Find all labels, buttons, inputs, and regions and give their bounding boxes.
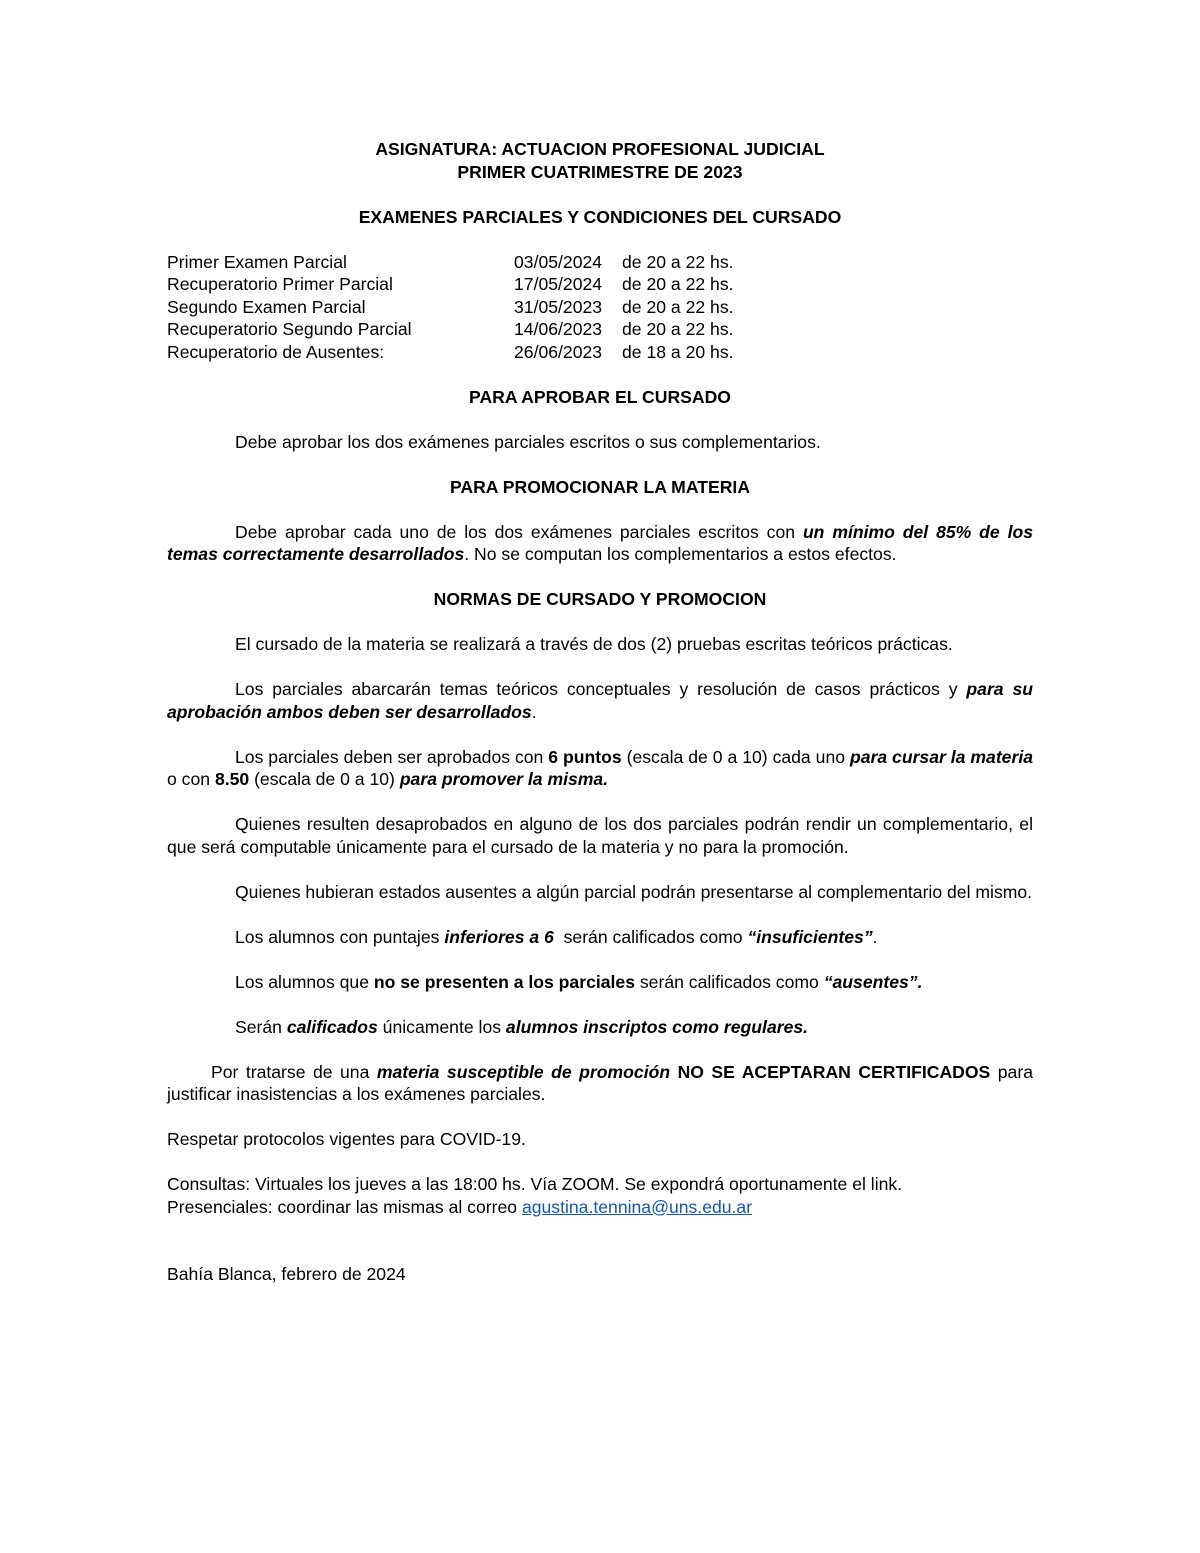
- bold-run: NO SE ACEPTARAN CERTIFICADOS: [670, 1061, 991, 1082]
- normas-paragraph-8: [167, 1016, 1033, 1039]
- text-run: (escala de 0 a 10) cada uno: [621, 746, 850, 767]
- emphasis-run: para su aprobación ambos deben ser desarrollados: [167, 679, 1033, 722]
- schedule-row: [167, 318, 1033, 341]
- normas-paragraph-5: Quienes hubieran estados ausentes a algún parcial podrán presentarse al complementario del mismo.: [235, 881, 1033, 902]
- emphasis-run: “insuficientes”: [747, 926, 873, 947]
- schedule-date: 17/05/2024: [514, 274, 603, 294]
- promocionar-paragraph: [167, 521, 1033, 566]
- schedule-label: Recuperatorio Segundo Parcial: [167, 319, 412, 339]
- emphasis-run: un mínimo del 85% de los temas correctamente desarrollados: [167, 521, 1033, 564]
- email-link[interactable]: agustina.tennina@uns.edu.ar: [521, 1196, 753, 1217]
- schedule-date: 03/05/2024: [514, 251, 603, 272]
- text-run: o con: [167, 769, 215, 789]
- normas-paragraph-3: [167, 746, 1033, 791]
- document-body: [167, 138, 1033, 1286]
- schedule-label: Recuperatorio de Ausentes:: [167, 341, 385, 362]
- consultas-line-1: Consultas: Virtuales los jueves a las 18:00 hs. Vía ZOOM. Se expondrá oportunamente el link.: [167, 1174, 903, 1194]
- text-run: .: [872, 926, 878, 947]
- promocionar-heading: PARA PROMOCIONAR LA MATERIA: [449, 476, 751, 497]
- text-run: Serán: [235, 1016, 287, 1037]
- text-run: serán calificados como: [634, 971, 824, 992]
- schedule-label: Recuperatorio Primer Parcial: [167, 274, 393, 294]
- emphasis-run: inferiores a 6: [444, 926, 554, 947]
- schedule-row: [167, 341, 1033, 364]
- schedule-label: Segundo Examen Parcial: [167, 296, 366, 317]
- normas-paragraph-7: [167, 971, 1033, 994]
- text-run: . No se computan los complementarios a estos efectos.: [464, 544, 897, 564]
- text-run: Los parciales deben ser aprobados con: [235, 746, 549, 767]
- bold-run: 6 puntos: [548, 746, 622, 767]
- exams-heading: EXAMENES PARCIALES Y CONDICIONES DEL CURSADO: [358, 206, 842, 227]
- schedule-time: de 20 a 22 hs.: [622, 274, 734, 294]
- schedule-label: Primer Examen Parcial: [167, 251, 347, 272]
- normas-paragraph-9: [167, 1061, 1033, 1106]
- schedule-time: de 18 a 20 hs.: [622, 341, 734, 362]
- text-run: Los alumnos con puntajes: [235, 926, 445, 947]
- text-run: Los parciales abarcarán temas teóricos conceptuales y resolución de casos prácticos y: [235, 679, 967, 699]
- text-run: para justificar inasistencias a los exámenes parciales.: [167, 1061, 1033, 1104]
- place-date: Bahía Blanca, febrero de 2024: [167, 1264, 406, 1284]
- schedule-date: 31/05/2023: [514, 296, 603, 317]
- text-run: Los alumnos que: [235, 971, 374, 992]
- schedule-time: de 20 a 22 hs.: [622, 296, 734, 317]
- schedule-time: de 20 a 22 hs.: [622, 251, 734, 272]
- emphasis-run: “ausentes”.: [823, 971, 923, 992]
- emphasis-run: para promover la misma.: [399, 769, 609, 789]
- normas-paragraph-4: Quienes resulten desaprobados en alguno de los dos parciales podrán rendir un complementario, el que será computable únicamente para el cursado de la materia y no para la promoción.: [167, 814, 1033, 857]
- text-run: Por tratarse de una: [211, 1061, 377, 1082]
- text-run: (escala de 0 a 10): [249, 769, 400, 789]
- text-run: serán calificados como: [553, 926, 748, 947]
- exam-schedule: [167, 251, 1033, 364]
- emphasis-run: para cursar la materia: [849, 746, 1033, 767]
- emphasis-run: alumnos inscriptos como regulares.: [505, 1016, 809, 1037]
- subject-title: ASIGNATURA: ACTUACION PROFESIONAL JUDICIAL: [375, 139, 825, 159]
- text-run: únicamente los: [377, 1016, 506, 1037]
- bold-run: 8.50: [214, 769, 250, 789]
- emphasis-run: calificados: [286, 1016, 378, 1037]
- schedule-date: 26/06/2023: [514, 341, 603, 362]
- schedule-date: 14/06/2023: [514, 319, 603, 339]
- emphasis-run: materia susceptible de promoción: [376, 1061, 671, 1082]
- schedule-row: [167, 251, 1033, 274]
- covid-note: Respetar protocolos vigentes para COVID-19.: [167, 1129, 526, 1149]
- normas-paragraph-6: [167, 926, 1033, 949]
- normas-paragraph-2: [167, 678, 1033, 723]
- schedule-row: [167, 273, 1033, 296]
- aprobar-heading: PARA APROBAR EL CURSADO: [469, 386, 731, 407]
- schedule-row: [167, 296, 1033, 319]
- text-run: Presenciales: coordinar las mismas al correo: [167, 1196, 522, 1217]
- normas-heading: NORMAS DE CURSADO Y PROMOCION: [433, 589, 767, 609]
- consultas-line-2: [167, 1196, 1033, 1219]
- text-run: .: [531, 701, 537, 722]
- text-run: Debe aprobar cada uno de los dos exámenes parciales escritos con: [235, 521, 803, 542]
- aprobar-text: Debe aprobar los dos exámenes parciales escritos o sus complementarios.: [235, 431, 821, 452]
- term-title: PRIMER CUATRIMESTRE DE 2023: [457, 161, 743, 182]
- normas-paragraph-1: El cursado de la materia se realizará a través de dos (2) pruebas escritas teóricos prácticas.: [235, 634, 953, 654]
- bold-run: no se presenten a los parciales: [373, 971, 635, 992]
- schedule-time: de 20 a 22 hs.: [622, 319, 734, 339]
